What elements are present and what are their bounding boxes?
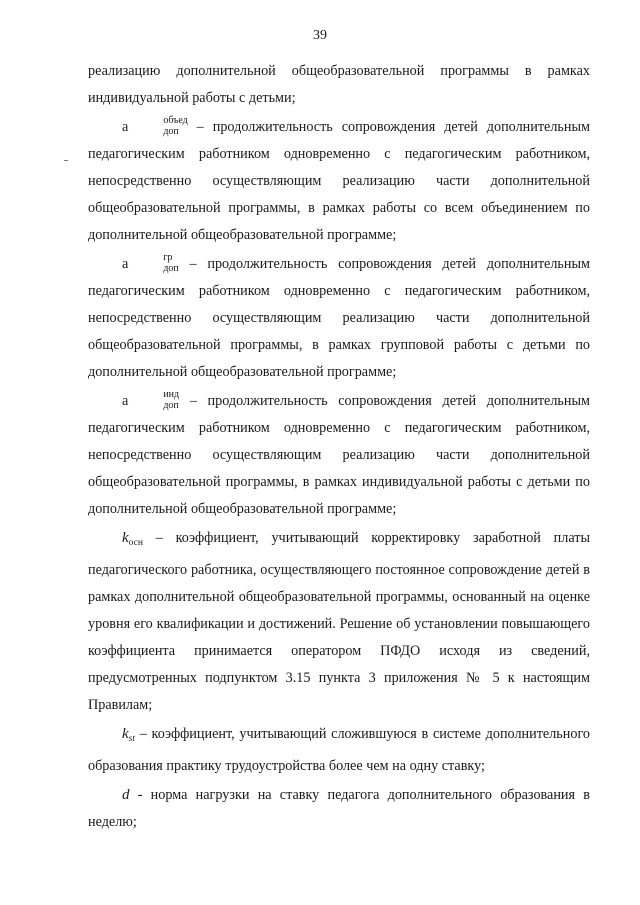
page-number: 39 <box>313 28 327 43</box>
symbol-subscript: st <box>128 734 136 744</box>
symbol-subscript: доп <box>163 400 179 411</box>
symbol-indices <box>129 389 179 411</box>
definition-a-ind <box>88 388 590 523</box>
symbol-letter: d <box>122 787 130 803</box>
symbol-letter: а <box>122 256 129 272</box>
definition-text: – продолжительность сопровождения детей дополнительным педагогическим работником одновременно с педагогическим работником, непосредственно осуществляющим реализацию части дополнительной общеобразовательной программы, в рамках работы со всем объединением по дополнительной общеобразовательной программе; <box>88 119 590 243</box>
definition-k-st <box>88 721 590 780</box>
symbol-superscript: гр <box>163 252 173 263</box>
definition-text: - норма нагрузки на ставку педагога дополнительного образования в неделю; <box>88 787 590 830</box>
definition-text: – коэффициент, учитывающий корректировку заработной платы педагогического работника, осуществляющего постоянное сопровождение детей в рамках дополнительной общеобразовательной программы, основанный на оценке уровня его квалификации и достижений. Решение об установлении повышающего коэффициента принимается оператором ПФДО исходя из сведений, предусмотренных подпунктом 3.15 пункта 3 приложения № 5 к настоящим Правилам; <box>88 530 590 713</box>
definition-k-osn <box>88 525 590 719</box>
symbol-a-obed <box>122 115 188 137</box>
symbol-superscript: объед <box>163 115 188 126</box>
symbol-a-ind <box>122 389 180 411</box>
symbol-k-osn <box>122 530 143 546</box>
definition-a-obed <box>88 114 590 249</box>
symbol-superscript: инд <box>163 389 180 400</box>
definition-text: – коэффициент, учитывающий сложившуюся в системе дополнительного образования практику трудоустройства более чем на одну ставку; <box>88 726 590 774</box>
symbol-indices <box>129 252 178 274</box>
symbol-k-st <box>122 726 135 742</box>
symbol-subscript: доп <box>163 263 179 274</box>
symbol-letter: а <box>122 393 129 409</box>
definition-text: – продолжительность сопровождения детей дополнительным педагогическим работником одновременно с педагогическим работником, непосредственно осуществляющим реализацию части дополнительной общеобразовательной программы, в рамках групповой работы с детьми по дополнительной общеобразовательной программе; <box>88 256 590 380</box>
symbol-indices <box>129 115 187 137</box>
definition-text: – продолжительность сопровождения детей дополнительным педагогическим работником одновременно с педагогическим работником, непосредственно осуществляющим реализацию части дополнительной общеобразовательной программы, в рамках индивидуальной работы с детьми по дополнительной общеобразовательной программе; <box>88 393 590 517</box>
document-body <box>88 58 590 838</box>
symbol-a-gr <box>122 252 179 274</box>
symbol-letter: k <box>122 726 129 742</box>
definition-a-gr <box>88 251 590 386</box>
paragraph-continuation: реализацию дополнительной общеобразовательной программы в рамках индивидуальной работы с детьми; <box>88 63 590 106</box>
symbol-subscript: осн <box>128 538 143 548</box>
definition-d <box>88 782 590 836</box>
symbol-letter: а <box>122 119 129 135</box>
symbol-letter: k <box>122 530 129 546</box>
margin-mark <box>64 160 68 161</box>
symbol-subscript: доп <box>163 126 179 137</box>
